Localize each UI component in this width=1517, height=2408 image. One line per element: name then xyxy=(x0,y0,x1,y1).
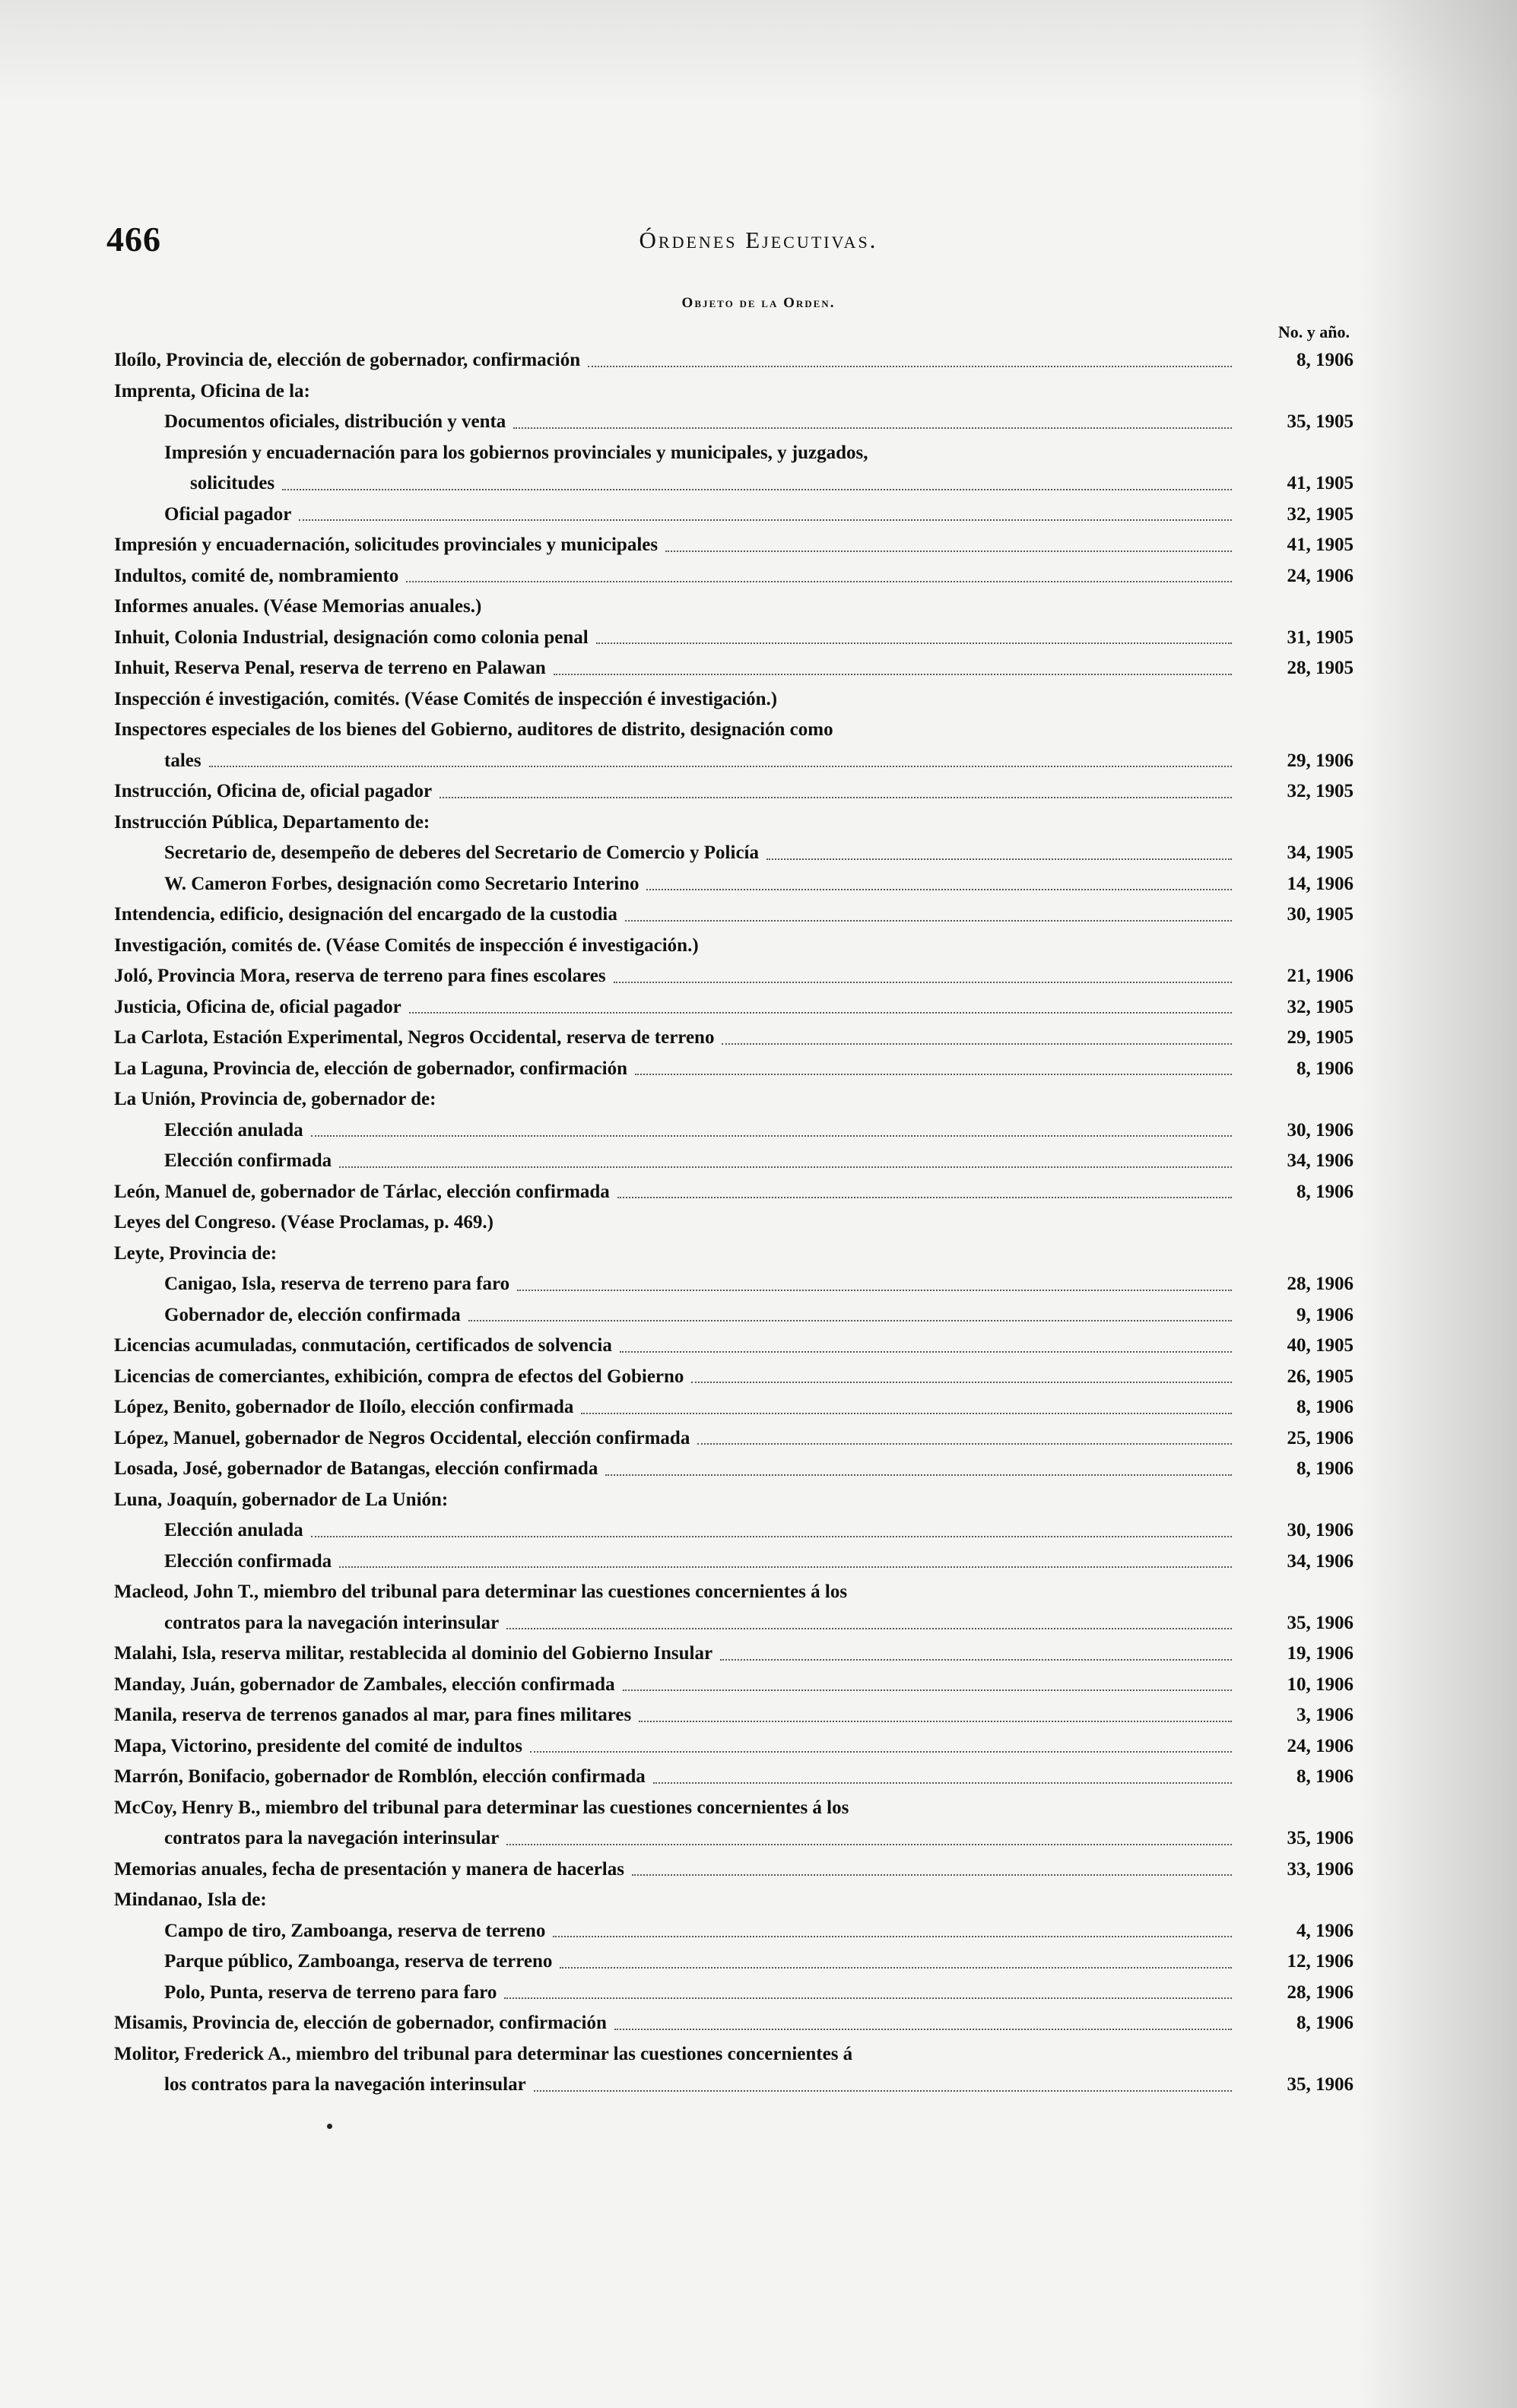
entry-text: La Carlota, Estación Experimental, Negros Occidental, reserva de terreno xyxy=(114,1027,715,1048)
index-entry xyxy=(114,653,1354,684)
order-number-year: 8, 1906 xyxy=(1296,1397,1354,1417)
dot-leader xyxy=(766,858,1232,860)
index-entry xyxy=(114,1946,1354,1978)
entry-text: Inspección é investigación, comités. (Véase Comités de inspección é investigación.) xyxy=(114,688,778,709)
entry-text: Misamis, Provincia de, elección de gobernador, confirmación xyxy=(114,2013,607,2033)
entry-text: Marrón, Bonifacio, gobernador de Romblón, elección confirmada xyxy=(114,1766,646,1787)
index-entry xyxy=(114,1731,1354,1762)
dot-leader xyxy=(720,1659,1232,1661)
entry-text: Polo, Punta, reserva de terreno para faro xyxy=(164,1981,497,2003)
order-number-year: 12, 1906 xyxy=(1287,1951,1354,1972)
dot-leader xyxy=(623,1689,1232,1691)
page-number: 466 xyxy=(106,220,161,259)
order-number-year: 34, 1905 xyxy=(1287,842,1354,863)
order-number-year: 8, 1906 xyxy=(1296,1766,1354,1787)
order-number-year: 32, 1905 xyxy=(1287,503,1354,525)
index-entry xyxy=(114,1423,1354,1455)
order-number-year: 10, 1906 xyxy=(1287,1674,1354,1695)
dot-leader xyxy=(560,1967,1232,1969)
dot-leader xyxy=(697,1443,1232,1445)
order-number-year: 21, 1906 xyxy=(1287,966,1354,986)
order-number-year: 28, 1906 xyxy=(1287,1981,1354,2003)
dot-leader xyxy=(409,1012,1232,1014)
dot-leader xyxy=(639,1721,1232,1722)
order-number-year: 8, 1906 xyxy=(1296,2013,1354,2033)
index-entry xyxy=(114,807,1354,839)
entry-text: López, Manuel, gobernador de Negros Occidental, elección confirmada xyxy=(114,1427,690,1448)
dot-leader xyxy=(406,581,1232,582)
entry-text: Informes anuales. (Véase Memorias anuales.) xyxy=(114,596,482,617)
entry-text: Documentos oficiales, distribución y venta xyxy=(164,411,506,432)
index-entry xyxy=(114,1146,1354,1177)
index-entry xyxy=(114,992,1354,1023)
order-number-year: 28, 1905 xyxy=(1287,658,1354,678)
dot-leader xyxy=(614,2029,1232,2030)
dot-leader xyxy=(530,1751,1232,1753)
entry-text: Elección confirmada xyxy=(164,1550,332,1572)
index-entry xyxy=(114,407,1354,438)
entry-text: contratos para la navegación interinsular xyxy=(164,1612,500,1633)
index-entry xyxy=(114,1515,1354,1547)
dot-leader xyxy=(581,1413,1232,1414)
index-entry xyxy=(114,1608,1354,1639)
index-entry xyxy=(114,1700,1354,1731)
entry-text: Elección anulada xyxy=(164,1520,303,1540)
index-list xyxy=(114,345,1354,2101)
dot-leader xyxy=(554,674,1232,675)
order-number-year: 29, 1906 xyxy=(1287,750,1354,771)
index-entry xyxy=(114,1547,1354,1578)
order-number-year: 40, 1905 xyxy=(1287,1335,1354,1356)
order-number-year: 35, 1906 xyxy=(1287,2074,1354,2095)
dot-leader xyxy=(617,1197,1232,1198)
entry-text: León, Manuel de, gobernador de Tárlac, elección confirmada xyxy=(114,1181,610,1202)
dot-leader xyxy=(635,1074,1232,1075)
index-entry xyxy=(114,1670,1354,1701)
running-head: Órdenes Ejecutivas. xyxy=(639,227,878,253)
dot-leader xyxy=(468,1320,1232,1321)
index-entry xyxy=(114,1177,1354,1208)
order-number-year: 41, 1905 xyxy=(1287,473,1354,493)
index-entry xyxy=(114,345,1354,376)
index-entry xyxy=(114,2039,1354,2070)
index-entry xyxy=(114,1577,1354,1608)
entry-text: Imprenta, Oficina de la: xyxy=(114,380,310,401)
order-number-year: 9, 1906 xyxy=(1296,1304,1354,1325)
order-number-year: 35, 1905 xyxy=(1287,411,1354,432)
dot-leader xyxy=(299,519,1232,521)
column-header: No. y año. xyxy=(1277,322,1350,341)
index-entry xyxy=(114,1392,1354,1423)
dot-leader xyxy=(513,427,1232,429)
index-entry xyxy=(114,1207,1354,1239)
index-entry xyxy=(114,1885,1354,1916)
entry-text: Inhuit, Reserva Penal, reserva de terreno en Palawan xyxy=(114,658,546,678)
entry-text: Elección confirmada xyxy=(164,1150,332,1171)
entry-text: McCoy, Henry B., miembro del tribunal para determinar las cuestiones concernientes á los xyxy=(114,1797,849,1818)
dot-leader xyxy=(504,1997,1232,1999)
index-entry xyxy=(114,1269,1354,1300)
entry-text: Mindanao, Isla de: xyxy=(114,1889,267,1910)
order-number-year: 41, 1905 xyxy=(1287,535,1354,555)
index-entry xyxy=(114,1854,1354,1886)
index-entry xyxy=(114,838,1354,869)
scan-shadow-right xyxy=(1357,0,1517,2408)
dot-leader xyxy=(620,1351,1232,1353)
index-entry xyxy=(114,931,1354,962)
dot-leader xyxy=(209,766,1232,767)
index-entry xyxy=(114,468,1354,500)
order-number-year: 14, 1906 xyxy=(1287,873,1354,894)
order-number-year: 32, 1905 xyxy=(1287,781,1354,801)
entry-text: tales xyxy=(164,750,202,771)
entry-text: los contratos para la navegación interinsular xyxy=(164,2074,526,2095)
entry-text: Campo de tiro, Zamboanga, reserva de terreno xyxy=(164,1920,546,1941)
dot-leader xyxy=(553,1936,1232,1937)
dot-leader xyxy=(646,889,1232,890)
index-entry xyxy=(114,869,1354,900)
entry-text: La Unión, Provincia de, gobernador de: xyxy=(114,1089,436,1109)
index-entry xyxy=(114,776,1354,807)
entry-text: Investigación, comités de. (Véase Comités de inspección é investigación.) xyxy=(114,934,699,956)
index-entry xyxy=(114,1793,1354,1824)
dot-leader xyxy=(588,366,1232,367)
entry-text: Oficial pagador xyxy=(164,503,292,525)
order-number-year: 19, 1906 xyxy=(1287,1643,1354,1664)
section-subhead: Objeto de la Orden. xyxy=(681,295,836,311)
order-number-year: 33, 1906 xyxy=(1287,1858,1354,1880)
order-number-year: 26, 1905 xyxy=(1287,1366,1354,1387)
order-number-year: 8, 1906 xyxy=(1296,1181,1354,1202)
dot-leader xyxy=(614,982,1232,983)
order-number-year: 31, 1905 xyxy=(1287,627,1354,648)
entry-text: Joló, Provincia Mora, reserva de terreno para fines escolares xyxy=(114,966,606,986)
order-number-year: 29, 1905 xyxy=(1287,1027,1354,1048)
index-entry xyxy=(114,438,1354,469)
order-number-year: 24, 1906 xyxy=(1287,565,1354,586)
scan-shadow-top xyxy=(0,0,1517,106)
entry-text: Elección anulada xyxy=(164,1119,303,1141)
index-entry xyxy=(114,1639,1354,1670)
dot-leader xyxy=(339,1166,1232,1168)
entry-text: Impresión y encuadernación, solicitudes provinciales y municipales xyxy=(114,535,659,555)
entry-text: Manday, Juán, gobernador de Zambales, elección confirmada xyxy=(114,1674,615,1695)
index-entry xyxy=(114,715,1354,746)
entry-text: La Laguna, Provincia de, elección de gobernador, confirmación xyxy=(114,1058,627,1079)
order-number-year: 34, 1906 xyxy=(1287,1150,1354,1171)
entry-text: Leyte, Provincia de: xyxy=(114,1242,278,1264)
dot-leader xyxy=(282,489,1232,490)
index-entry xyxy=(114,746,1354,777)
entry-text: solicitudes xyxy=(190,473,275,493)
index-entry xyxy=(114,1362,1354,1393)
index-entry xyxy=(114,1331,1354,1362)
entry-text: Manila, reserva de terrenos ganados al mar, para fines militares xyxy=(114,1705,632,1725)
index-entry xyxy=(114,1239,1354,1270)
order-number-year: 4, 1906 xyxy=(1296,1920,1354,1941)
dot-leader xyxy=(691,1382,1232,1383)
entry-text: Intendencia, edificio, designación del encargado de la custodia xyxy=(114,904,617,925)
index-entry xyxy=(114,899,1354,931)
index-entry xyxy=(114,1454,1354,1485)
order-number-year: 30, 1906 xyxy=(1287,1119,1354,1141)
entry-text: Malahi, Isla, reserva militar, restablecida al dominio del Gobierno Insular xyxy=(114,1643,713,1664)
index-entry xyxy=(114,500,1354,531)
entry-text: Molitor, Frederick A., miembro del tribunal para determinar las cuestiones concernientes á xyxy=(114,2043,853,2064)
order-number-year: 35, 1906 xyxy=(1287,1828,1354,1848)
order-number-year: 8, 1906 xyxy=(1296,1458,1354,1479)
index-entry xyxy=(114,1054,1354,1085)
dot-leader xyxy=(653,1782,1232,1784)
index-entry xyxy=(114,561,1354,592)
dot-leader xyxy=(625,920,1232,922)
order-number-year: 24, 1906 xyxy=(1287,1735,1354,1756)
index-entry xyxy=(114,530,1354,561)
dot-leader xyxy=(506,1844,1232,1845)
entry-text: Gobernador de, elección confirmada xyxy=(164,1304,461,1325)
dot-leader xyxy=(534,2090,1232,2092)
dot-leader xyxy=(722,1043,1232,1045)
entry-text: Secretario de, desempeño de deberes del Secretario de Comercio y Policía xyxy=(164,842,759,863)
entry-text: contratos para la navegación interinsular xyxy=(164,1828,500,1848)
entry-text: Inspectores especiales de los bienes del Gobierno, auditores de distrito, designación como xyxy=(114,719,833,740)
dot-leader xyxy=(339,1566,1232,1568)
index-entry xyxy=(114,1023,1354,1054)
entry-text: Instrucción, Oficina de, oficial pagador xyxy=(114,781,433,801)
entry-text: Memorias anuales, fecha de presentación y manera de hacerlas xyxy=(114,1858,624,1880)
index-entry xyxy=(114,1084,1354,1115)
index-entry xyxy=(114,592,1354,623)
entry-text: Luna, Joaquín, gobernador de La Unión: xyxy=(114,1489,449,1510)
entry-text: Inhuit, Colonia Industrial, designación como colonia penal xyxy=(114,627,589,648)
dot-leader xyxy=(506,1628,1232,1629)
entry-text: Iloílo, Provincia de, elección de gobernador, confirmación xyxy=(114,350,581,370)
index-entry xyxy=(114,1115,1354,1147)
entry-text: Impresión y encuadernación para los gobiernos provinciales y municipales, y juzgados, xyxy=(164,442,868,463)
entry-text: Licencias de comerciantes, exhibición, compra de efectos del Gobierno xyxy=(114,1366,684,1387)
entry-text: Parque público, Zamboanga, reserva de terreno xyxy=(164,1951,553,1972)
entry-text: Leyes del Congreso. (Véase Proclamas, p. 469.) xyxy=(114,1212,494,1233)
order-number-year: 8, 1906 xyxy=(1296,350,1354,370)
order-number-year: 28, 1906 xyxy=(1287,1274,1354,1294)
dot-leader xyxy=(311,1536,1232,1537)
dot-leader xyxy=(632,1874,1232,1876)
index-entry xyxy=(114,961,1354,992)
index-entry xyxy=(114,1978,1354,2009)
index-entry xyxy=(114,376,1354,408)
entry-text: López, Benito, gobernador de Iloílo, elección confirmada xyxy=(114,1397,574,1417)
order-number-year: 30, 1905 xyxy=(1287,904,1354,925)
dot-leader xyxy=(440,797,1232,798)
dot-leader xyxy=(605,1474,1232,1476)
entry-text: Licencias acumuladas, conmutación, certificados de solvencia xyxy=(114,1335,612,1356)
entry-text: Indultos, comité de, nombramiento xyxy=(114,565,399,586)
entry-text: Instrucción Pública, Departamento de: xyxy=(114,811,430,833)
entry-text: Mapa, Victorino, presidente del comité de indultos xyxy=(114,1735,523,1756)
order-number-year: 3, 1906 xyxy=(1296,1705,1354,1725)
entry-text: Canigao, Isla, reserva de terreno para faro xyxy=(164,1274,510,1294)
order-number-year: 35, 1906 xyxy=(1287,1612,1354,1633)
index-entry xyxy=(114,2070,1354,2101)
entry-text: Macleod, John T., miembro del tribunal para determinar las cuestiones concernientes á los xyxy=(114,1582,848,1602)
dot-leader xyxy=(311,1135,1232,1137)
entry-text: W. Cameron Forbes, designación como Secretario Interino xyxy=(164,873,639,894)
index-entry xyxy=(114,623,1354,654)
dot-leader xyxy=(517,1290,1232,1291)
order-number-year: 30, 1906 xyxy=(1287,1520,1354,1540)
order-number-year: 25, 1906 xyxy=(1287,1427,1354,1448)
index-entry xyxy=(114,1762,1354,1793)
ink-speck xyxy=(327,2124,332,2129)
index-entry xyxy=(114,2008,1354,2039)
entry-text: Losada, José, gobernador de Batangas, elección confirmada xyxy=(114,1458,598,1479)
order-number-year: 34, 1906 xyxy=(1287,1550,1354,1572)
order-number-year: 32, 1905 xyxy=(1287,996,1354,1017)
index-entry xyxy=(114,684,1354,715)
order-number-year: 8, 1906 xyxy=(1296,1058,1354,1079)
index-entry xyxy=(114,1916,1354,1947)
index-entry xyxy=(114,1823,1354,1854)
dot-leader xyxy=(596,642,1232,644)
index-entry xyxy=(114,1300,1354,1331)
dot-leader xyxy=(665,550,1232,552)
entry-text: Justicia, Oficina de, oficial pagador xyxy=(114,996,401,1017)
index-entry xyxy=(114,1485,1354,1516)
